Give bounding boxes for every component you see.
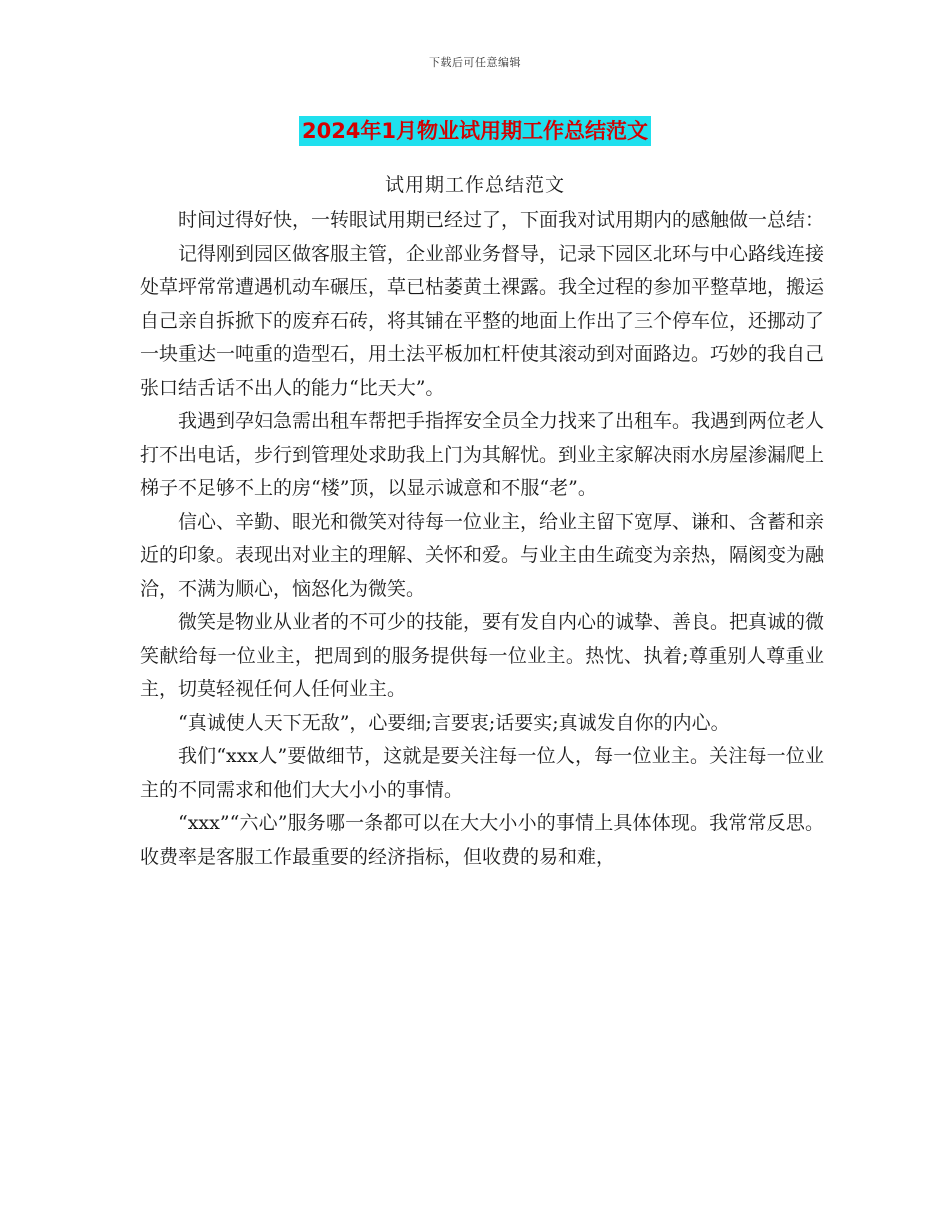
paragraph: 我们“xxx人”要做细节，这就是要关注每一位人，每一位业主。关注每一位业主的不同需求和他们大大小小的事情。 <box>140 745 824 801</box>
paragraph: “xxx”“六心”服务哪一条都可以在大大小小的事情上具体体现。我常常反思。收费率是客服工作最重要的经济指标，但收费的易和难， <box>140 812 824 868</box>
title-wrap <box>0 116 950 146</box>
paragraph: 记得刚到园区做客服主管，企业部业务督导，记录下园区北环与中心路线连接处草坪常常遭遇机动车碾压，草已枯萎黄土裸露。我全过程的参加平整草地，搬运自己亲自拆掀下的废弃石砖，将其铺在平整的地面上作出了三个停车位，还挪动了一块重达一吨重的造型石，用土法平板加杠杆使其滚动到对面路边。巧妙的我自己张口结舌话不出人的能力“比天大”。 <box>140 242 825 399</box>
document-subtitle: 试用期工作总结范文 <box>384 174 565 196</box>
paragraph: 信心、辛勤、眼光和微笑对待每一位业主，给业主留下宽厚、谦和、含蓄和亲近的印象。表现出对业主的理解、关怀和爱。与业主由生疏变为亲热，隔阂变为融洽，不满为顺心，恼怒化为微笑。 <box>140 510 825 600</box>
header-note: 下载后可任意编辑 <box>429 56 521 69</box>
document-body <box>140 204 824 874</box>
paragraph: “真诚使人天下无敌”，心要细;言要衷;话要实;真诚发自你的内心。 <box>178 711 730 734</box>
paragraph: 时间过得好快，一转眼试用期已经过了，下面我对试用期内的感触做一总结： <box>178 209 825 231</box>
paragraph: 我遇到孕妇急需出租车帮把手指挥安全员全力找来了出租车。我遇到两位老人打不出电话，步行到管理处求助我上门为其解忧。到业主家解决雨水房屋渗漏爬上梯子不足够不上的房“楼”顶，以显示诚意和不服“老”。 <box>140 410 825 499</box>
paragraph: 微笑是物业从业者的不可少的技能，要有发自内心的诚挚、善良。把真诚的微笑献给每一位业主，把周到的服务提供每一位业主。热忱、执着;尊重别人尊重业主，切莫轻视任何人任何业主。 <box>140 611 825 700</box>
document-title: 2024年1月物业试用期工作总结范文 <box>299 116 651 146</box>
